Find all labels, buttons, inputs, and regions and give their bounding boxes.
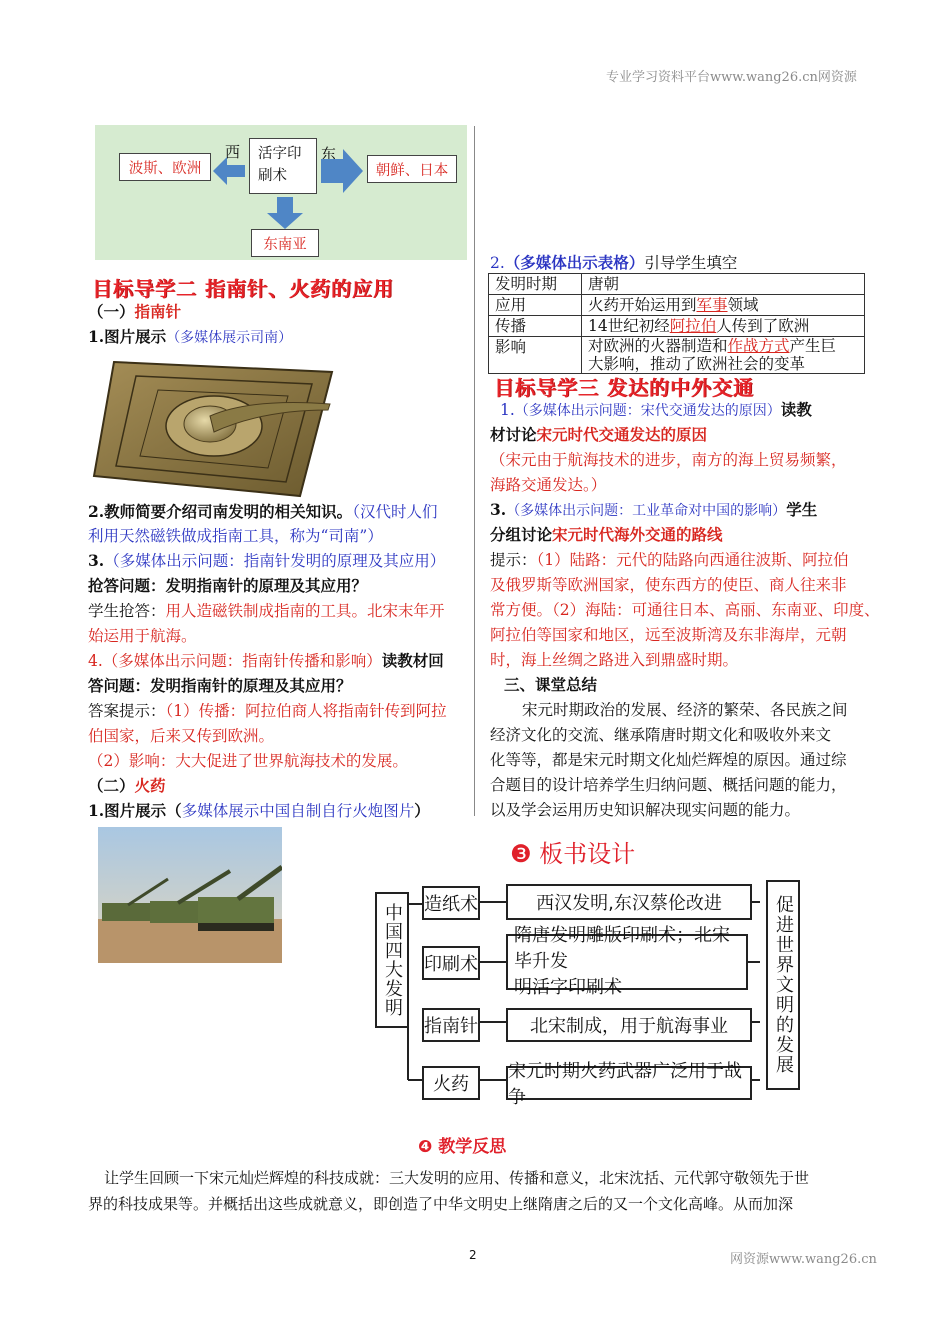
q2-line: [490, 251, 737, 275]
table-cell: 应用: [489, 295, 582, 316]
p3-line1: [88, 549, 445, 573]
table-cell: 影响: [489, 337, 582, 374]
board-item-name: 火药: [422, 1066, 480, 1100]
arrow-south: [267, 197, 303, 229]
board-left-box: 中国四大发明: [375, 892, 409, 1028]
r1-num: 1.: [500, 401, 515, 419]
table-fill: 作战方式: [727, 337, 790, 355]
p4-answer2: 伯国家，后来又传到欧洲。: [88, 727, 275, 745]
artillery-image: [98, 827, 282, 963]
r10-line: 阿拉伯等国家和地区，远至波斯湾及东非海岸，元朝: [490, 626, 847, 644]
r6-topic: 宋元时代海外交通的路线: [552, 525, 723, 544]
goal2-title: 目标导学二 指南针、火药的应用: [92, 277, 394, 301]
r7-label: 提示：: [490, 551, 537, 569]
summary-heading: 三、课堂总结: [504, 675, 598, 694]
footer-site-text: 网资源www.wang26.cn: [730, 1252, 877, 1267]
r2-text: 材讨论: [490, 425, 537, 444]
page-number: 2: [469, 1248, 477, 1262]
reflection-line1: 让学生回顾一下宋元灿烂辉煌的科技成就：三大发明的应用、传播和意义，北宋沈括、元代郭守敬领先于世: [104, 1169, 810, 1187]
r6-line: [490, 523, 723, 547]
p4-answer3: （2）影响：大大促进了世界航海技术的发展。: [88, 752, 408, 770]
p1-line: [88, 325, 292, 350]
table-text: 大影响，推动了欧洲社会的变革: [588, 355, 806, 373]
board-item-desc: 西汉发明,东汉蔡伦改进: [506, 884, 752, 920]
table-fill: 阿拉伯: [669, 317, 717, 335]
table-text: 14世纪初经: [588, 317, 670, 335]
p3-question: 抢答问题：发明指南针的原理及其应用？: [88, 576, 368, 595]
r2-topic: 宋元时代交通发达的原因: [536, 425, 708, 444]
p1-label: 1.图片展示: [88, 327, 167, 346]
r1-line: [500, 398, 812, 423]
reflection-line2: 界的科技成果等。并概括出这些成就意义，即创造了中华文明史上继隋唐之后的又一个文化高峰。从而加深: [88, 1195, 794, 1213]
r11-line: 时，海上丝绸之路进入到鼎盛时期。: [490, 651, 739, 669]
compass-image: [92, 358, 337, 498]
summary-line4: 合题目的设计培养学生归纳问题、概括问题的能力，: [490, 776, 847, 794]
r5-text: 学生: [786, 500, 818, 519]
p4-question: 答问题：发明指南针的原理及其应用？: [88, 676, 352, 695]
board-item-desc: 宋元时期火药武器广泛用于战争: [506, 1066, 752, 1100]
summary-line1: 宋元时期政治的发展、经济的繁荣、各民族之间: [522, 701, 848, 719]
p4-answer-label: 答案提示：: [88, 702, 166, 720]
board-item-desc: 北宋制成，用于航海事业: [506, 1008, 752, 1042]
table-row: [489, 295, 865, 316]
artillery-graphic: [98, 827, 282, 963]
p3-answer-label: 学生抢答：: [88, 602, 166, 620]
r1-note: （多媒体出示问题：宋代交通发达的原因）: [514, 403, 781, 419]
r5-line: [490, 498, 817, 523]
r6-text: 分组讨论: [490, 525, 553, 544]
q2-num: 2.: [490, 254, 505, 272]
table-fill: 军事: [696, 296, 728, 314]
section2-heading: [88, 774, 166, 798]
table-row: [489, 316, 865, 337]
p3-num: 3.: [88, 551, 105, 570]
p5-label: 1.图片展示（: [88, 801, 182, 820]
board-item-name: 造纸术: [422, 886, 480, 920]
table-text: 对欧洲的火器制造和: [588, 337, 728, 355]
table-text: 产生巨: [789, 337, 837, 355]
table-cell: 唐朝: [582, 274, 865, 295]
r2-line: [490, 423, 707, 447]
board-item-name: 印刷术: [422, 946, 480, 980]
p2-line2: 利用天然磁铁做成指南工具，称为“司南”）: [88, 527, 383, 545]
q2-text: 引导学生填空: [644, 254, 738, 272]
p4-text: 读教材回: [381, 651, 444, 670]
p3-answer-text: 用人造磁铁制成指南的工具。北宋末年开: [165, 602, 445, 620]
p4-answer-text: （1）传播：阿拉伯商人将指南针传到阿拉: [165, 702, 447, 720]
q2-note: （多媒体出示表格）: [504, 253, 645, 272]
p5-line: [88, 799, 430, 823]
board-item-desc-line: 隋唐发明雕版印刷术；北宋毕升发: [514, 925, 730, 972]
table-cell: [582, 337, 865, 374]
p2-label: 2.教师简要介绍司南发明的相关知识。: [88, 502, 353, 521]
header-site-text: 专业学习资料平台www.wang26.cn网资源: [606, 70, 857, 85]
table-cell: 发明时期: [489, 274, 582, 295]
p3-answer1: [88, 599, 445, 623]
r4-line: 海路交通发达。）: [490, 476, 607, 494]
p5-close: ）: [414, 801, 430, 820]
p3-answer2: 始运用于航海。: [88, 627, 197, 645]
gunpowder-table: [488, 273, 865, 374]
column-divider: [474, 126, 475, 816]
r3-line: （宋元由于航海技术的进步，南方的海上贸易频繁，: [490, 451, 847, 469]
board-right-box: 促进世界文明的发展: [766, 880, 800, 1090]
goal3-title: 目标导学三 发达的中外交通: [494, 376, 754, 400]
p4-line1: [88, 649, 444, 673]
p3-note: （多媒体出示问题：指南针发明的原理及其应用）: [104, 552, 446, 570]
table-text: 领域: [727, 296, 759, 314]
r5-num: 3.: [490, 500, 507, 519]
p4-note: 4.（多媒体出示问题：指南针传播和影响）: [88, 652, 382, 670]
r7-line: [490, 548, 849, 572]
table-text: 火药开始运用到: [588, 296, 697, 314]
r9-line: 常方便。（2）海陆：可通往日本、高丽、东南亚、印度、: [490, 601, 880, 619]
p1-note: （多媒体展示司南）: [166, 330, 293, 346]
center-box: 活字印刷术: [249, 138, 317, 194]
r8-line: 及俄罗斯等欧洲国家，使东西方的使臣、商人往来非: [490, 576, 847, 594]
r5-note: （多媒体出示问题：工业革命对中国的影响）: [506, 503, 787, 519]
summary-line3: 化等等，都是宋元时期文化灿烂辉煌的原因。通过综: [490, 751, 847, 769]
section2-title: 火药: [134, 776, 166, 795]
arrow-west: [213, 157, 245, 185]
p2-note-1: （汉代时人们: [352, 503, 438, 521]
p4-answer1: [88, 699, 447, 723]
section1-heading: [88, 300, 181, 324]
reflection-title: ❹ 教学反思: [418, 1137, 507, 1157]
board-title: ❸ 板书设计: [510, 840, 636, 868]
p2-line1: [88, 500, 437, 524]
table-cell: 传播: [489, 316, 582, 337]
arrow-east: [321, 149, 363, 193]
board-item-desc-line: 明活字印刷术: [514, 977, 622, 998]
table-cell: [582, 316, 865, 337]
r7-text: （1）陆路：元代的陆路向西通往波斯、阿拉伯: [536, 551, 849, 569]
table-row: [489, 337, 865, 374]
box-korea-japan: 朝鲜、日本: [367, 155, 457, 183]
table-cell: [582, 295, 865, 316]
compass-graphic: [92, 358, 337, 498]
box-southeast-asia: 东南亚: [251, 229, 319, 257]
summary-line5: 以及学会运用历史知识解决现实问题的能力。: [490, 801, 801, 819]
table-text: 人传到了欧洲: [716, 317, 810, 335]
board-item-desc: [506, 925, 748, 998]
table-row: [489, 274, 865, 295]
section1-num: （一）: [88, 302, 135, 321]
section2-num: （二）: [88, 776, 135, 795]
summary-line2: 经济文化的交流、继承隋唐时期文化和吸收外来文: [490, 726, 832, 744]
box-persia-europe: 波斯、欧洲: [119, 153, 211, 181]
spread-diagram: [95, 125, 467, 260]
section1-title: 指南针: [134, 302, 182, 321]
r1-text: 读教: [780, 400, 812, 419]
board-item-name: 指南针: [422, 1008, 480, 1042]
east-label: 东: [321, 145, 337, 163]
west-label: 西: [225, 143, 241, 161]
p5-note: 多媒体展示中国自制自行火炮图片: [181, 802, 415, 820]
